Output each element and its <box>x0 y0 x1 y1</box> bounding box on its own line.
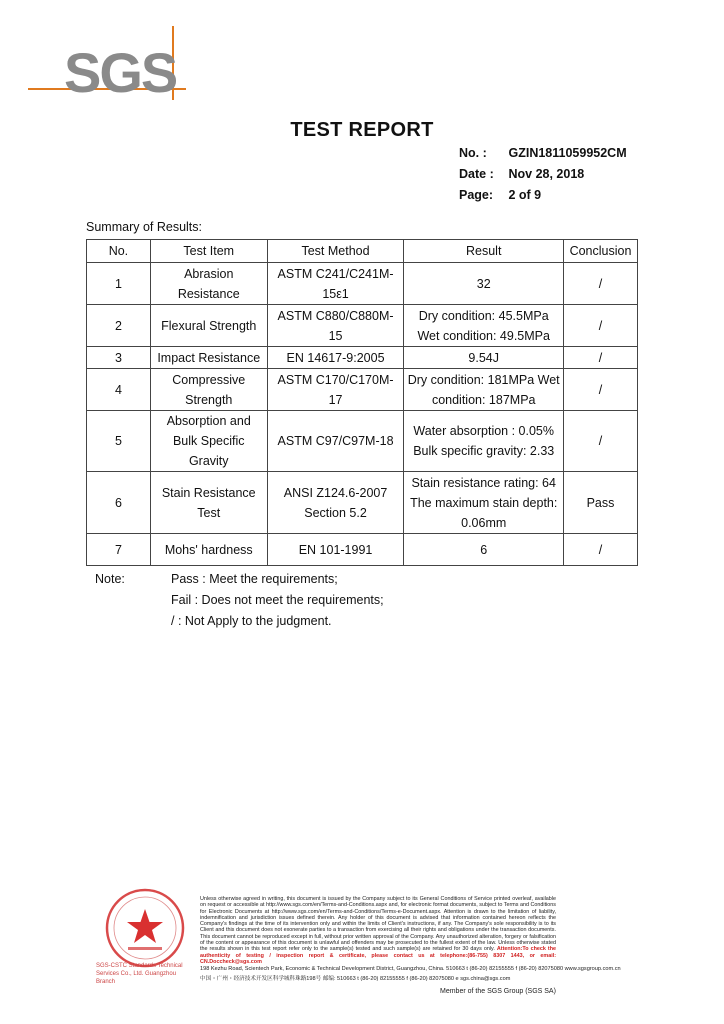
report-page-row <box>459 185 627 206</box>
logo-text: SGS <box>64 41 177 104</box>
legal-text: Unless otherwise agreed in writing, this document is issued by the Company subject to its General Conditions of Service printed overleaf, available on request or accessible at http://www.sgs.com/en/Terms-and-Conditions.aspx and, for electronic format documents, subject to Terms and Conditions for Electronic Documents at http://www.sgs.com/en/Terms-and-Conditions/Terms-e-Document.aspx. Attention is drawn to the limitation of liability, indemnification and jurisdiction issues defined therein. Any holder of this document is advised that information contained hereon reflects the Company's findings at the time of its intervention only and within the limits of Client's instructions, if any. The Company's sole responsibility is to its Client and this document does not exonerate parties to a transaction from exercising all their rights and obligations under the transaction documents. This document cannot be reproduced except in full, without prior written approval of the Company. Any unauthorized alteration, forgery or falsification of the content or appearance of this document is unlawful and offenders may be prosecuted to the fullest extent of the law. Unless otherwise stated the results shown in this test report refer only to the sample(s) tested and such sample(s) are retained for 30 days only. <box>200 896 556 953</box>
report-date-row <box>459 164 627 185</box>
cell-no: 5 <box>87 411 151 472</box>
sgs-logo <box>28 22 188 102</box>
cell-test-item: Impact Resistance <box>150 347 267 369</box>
cell-test-item: Mohs' hardness <box>150 534 267 566</box>
cell-test-item: Absorption and Bulk Specific Gravity <box>150 411 267 472</box>
table-row <box>87 263 638 305</box>
cell-no: 6 <box>87 472 151 534</box>
cell-test-item: Abrasion Resistance <box>150 263 267 305</box>
cell-conclusion: / <box>564 263 638 305</box>
cell-no: 4 <box>87 369 151 411</box>
cell-test-method: ASTM C880/C880M-15 <box>267 305 404 347</box>
cell-test-method: ASTM C97/C97M-18 <box>267 411 404 472</box>
note-line-not-apply: / : Not Apply to the judgment. <box>171 614 332 628</box>
report-meta <box>459 143 627 206</box>
cell-no: 1 <box>87 263 151 305</box>
report-date-value: Nov 28, 2018 <box>508 167 585 181</box>
cell-result: 32 <box>404 263 564 305</box>
cell-no: 2 <box>87 305 151 347</box>
cell-test-item: Flexural Strength <box>150 305 267 347</box>
member-notice: Member of the SGS Group (SGS SA) <box>440 988 556 995</box>
stamp-caption: SGS-CSTC Standards Technical Services Co., Ltd. Guangzhou Branch <box>96 963 183 985</box>
header-result: Result <box>404 240 564 263</box>
address-english: 198 Kezhu Road, Scientech Park, Economic & Technical Development District, Guangzhou, China. 510663 t (86-20) 82155555 f (86-20) 82075080 www.sgsgroup.com.cn <box>200 966 621 972</box>
table-row <box>87 369 638 411</box>
header-test-method: Test Method <box>267 240 404 263</box>
note-line-pass: Pass : Meet the requirements; <box>171 572 338 586</box>
page-title: TEST REPORT <box>290 119 434 141</box>
cell-result: Dry condition: 181MPa Wet condition: 187MPa <box>404 369 564 411</box>
cell-result: Dry condition: 45.5MPa Wet condition: 49.5MPa <box>404 305 564 347</box>
summary-heading: Summary of Results: <box>86 220 203 234</box>
cell-test-method: EN 101-1991 <box>267 534 404 566</box>
cell-test-item: Compressive Strength <box>150 369 267 411</box>
note-label: Note: <box>95 572 125 586</box>
cell-conclusion: / <box>564 411 638 472</box>
cell-test-method: EN 14617-9:2005 <box>267 347 404 369</box>
cell-conclusion: / <box>564 347 638 369</box>
cell-test-method: ASTM C170/C170M-17 <box>267 369 404 411</box>
table-row <box>87 472 638 534</box>
official-seal-stamp <box>104 887 186 969</box>
cell-test-method: ANSI Z124.6-2007 Section 5.2 <box>267 472 404 534</box>
cell-no: 7 <box>87 534 151 566</box>
cell-result: Water absorption : 0.05% Bulk specific gravity: 2.33 <box>404 411 564 472</box>
cell-conclusion: Pass <box>564 472 638 534</box>
note-lines <box>171 572 384 635</box>
cell-conclusion: / <box>564 534 638 566</box>
report-page-label: Page: <box>459 188 494 202</box>
header-conclusion: Conclusion <box>564 240 638 263</box>
report-date-label: Date : <box>459 167 494 181</box>
cell-test-item: Stain Resistance Test <box>150 472 267 534</box>
address-chinese: 中国・广州・经济技术开发区科学城科珠路198号 邮编: 510663 t (86-20) 82155555 f (86-20) 82075080 e sgs.china@sgs.com <box>200 976 511 982</box>
table-row <box>87 411 638 472</box>
authenticity-notice: Attention:To check the authenticity of testing / inspection report & certificate, please contact us at telephone:(86-755) 8307 1443, or email: CN.Doccheck@sgs.com <box>200 946 557 965</box>
header-test-item: Test Item <box>150 240 267 263</box>
table-row <box>87 347 638 369</box>
table-row <box>87 534 638 566</box>
table-row <box>87 305 638 347</box>
legal-disclaimer <box>200 896 556 965</box>
cell-conclusion: / <box>564 305 638 347</box>
company-address <box>200 964 621 984</box>
cell-no: 3 <box>87 347 151 369</box>
report-number-value: GZIN1811059952CM <box>508 146 627 160</box>
report-page-value: 2 of 9 <box>508 188 542 202</box>
results-table <box>86 239 638 566</box>
cell-result: 9.54J <box>404 347 564 369</box>
header-no: No. <box>87 240 151 263</box>
report-number-label: No. : <box>459 146 487 160</box>
note-line-fail: Fail : Does not meet the requirements; <box>171 593 384 607</box>
table-header-row <box>87 240 638 263</box>
cell-conclusion: / <box>564 369 638 411</box>
report-number-row <box>459 143 627 164</box>
cell-test-method: ASTM C241/C241M-15ε1 <box>267 263 404 305</box>
cell-result: Stain resistance rating: 64 The maximum stain depth: 0.06mm <box>404 472 564 534</box>
cell-result: 6 <box>404 534 564 566</box>
